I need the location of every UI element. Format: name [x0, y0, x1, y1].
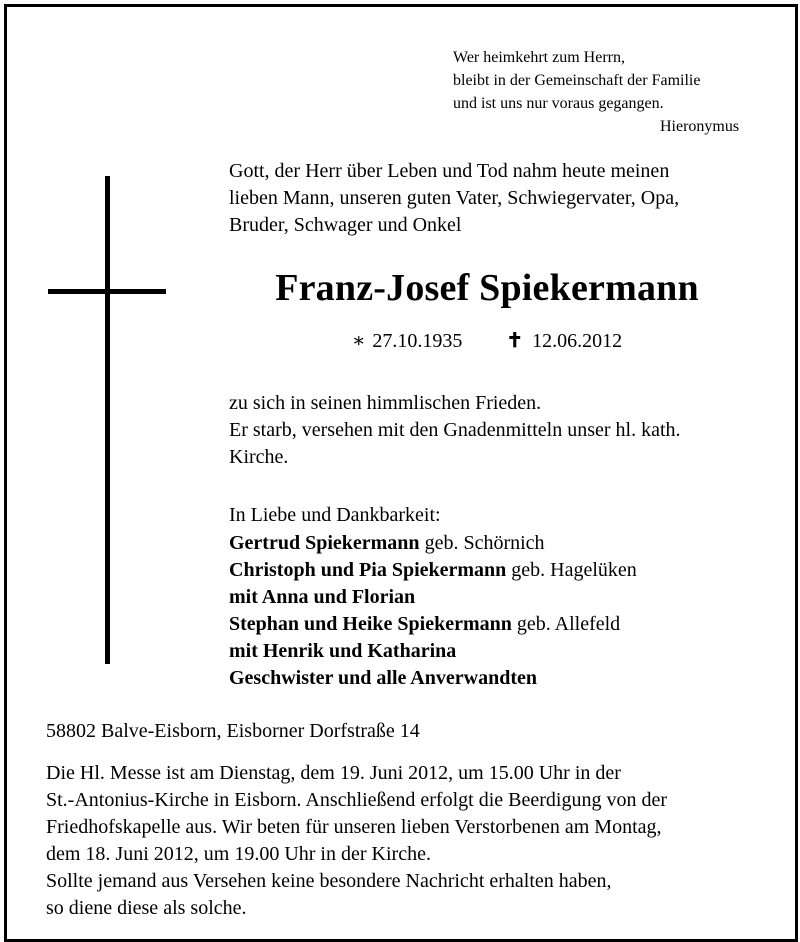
quote-line: bleibt in der Gemeinschaft der Familie: [453, 72, 701, 89]
quote-author: Hieronymus: [660, 118, 740, 135]
quote-line: Wer heimkehrt zum Herrn,: [453, 49, 625, 66]
intro-line: Gott, der Herr über Leben und Tod nahm heute meinen: [229, 160, 670, 182]
mass-line: Sollte jemand aus Versehen keine besondere Nachricht erhalten haben,: [46, 870, 612, 892]
family-member-maiden: geb. Hagelüken: [506, 559, 637, 581]
family-member-name: mit Henrik und Katharina: [229, 640, 457, 662]
family-member: [229, 638, 637, 665]
family-member: [229, 584, 637, 611]
family-member: [229, 611, 637, 638]
family-member: [229, 665, 637, 692]
intro-line: lieben Mann, unseren guten Vater, Schwiegervater, Opa,: [229, 187, 680, 209]
family-member-name: Christoph und Pia Spiekermann: [229, 559, 507, 581]
intro-line: Bruder, Schwager und Onkel: [229, 214, 462, 236]
death-date: 12.06.2012: [532, 330, 623, 352]
intro-text: [229, 158, 679, 239]
peace-text: [229, 390, 681, 471]
cross-icon-horizontal: [48, 289, 166, 294]
birth-star-icon: ∗: [351, 330, 366, 352]
family-member-maiden: geb. Allefeld: [511, 613, 621, 635]
family-member-maiden: geb. Schörnich: [419, 532, 545, 554]
mass-line: so diene diese als solche.: [46, 897, 247, 919]
birth-date: 27.10.1935: [372, 330, 463, 352]
family-member-name: mit Anna und Florian: [229, 586, 416, 608]
peace-line: Kirche.: [229, 446, 289, 468]
quote-line: und ist uns nur voraus gegangen.: [453, 95, 664, 112]
family-member: [229, 530, 637, 557]
quote: [453, 46, 773, 115]
family-member-name: Gertrud Spiekermann: [229, 532, 420, 554]
peace-line: Er starb, versehen mit den Gnadenmitteln unser hl. kath.: [229, 419, 681, 441]
mass-line: St.-Antonius-Kirche in Eisborn. Anschließend erfolgt die Beerdigung von der: [46, 789, 667, 811]
peace-line: zu sich in seinen himmlischen Frieden.: [229, 392, 542, 414]
mass-line: Die Hl. Messe ist am Dienstag, dem 19. Juni 2012, um 15.00 Uhr in der: [46, 762, 621, 784]
family-member: [229, 557, 637, 584]
mass-line: dem 18. Juni 2012, um 19.00 Uhr in der Kirche.: [46, 843, 431, 865]
family-list: [229, 530, 637, 692]
cross-icon-vertical: [105, 176, 110, 664]
life-dates: [229, 328, 745, 353]
family-member-name: Geschwister und alle Anverwandten: [229, 667, 537, 689]
address: 58802 Balve-Eisborn, Eisborner Dorfstraße 14: [46, 720, 420, 742]
deceased-name: Franz-Josef Spiekermann: [275, 267, 699, 309]
death-cross-icon: ✝: [506, 330, 524, 352]
thanks-heading: In Liebe und Dankbarkeit:: [229, 504, 441, 526]
mass-line: Friedhofskapelle aus. Wir beten für unseren lieben Verstorbenen am Montag,: [46, 816, 662, 838]
family-member-name: Stephan und Heike Spiekermann: [229, 613, 512, 635]
mass-info: [46, 760, 776, 922]
